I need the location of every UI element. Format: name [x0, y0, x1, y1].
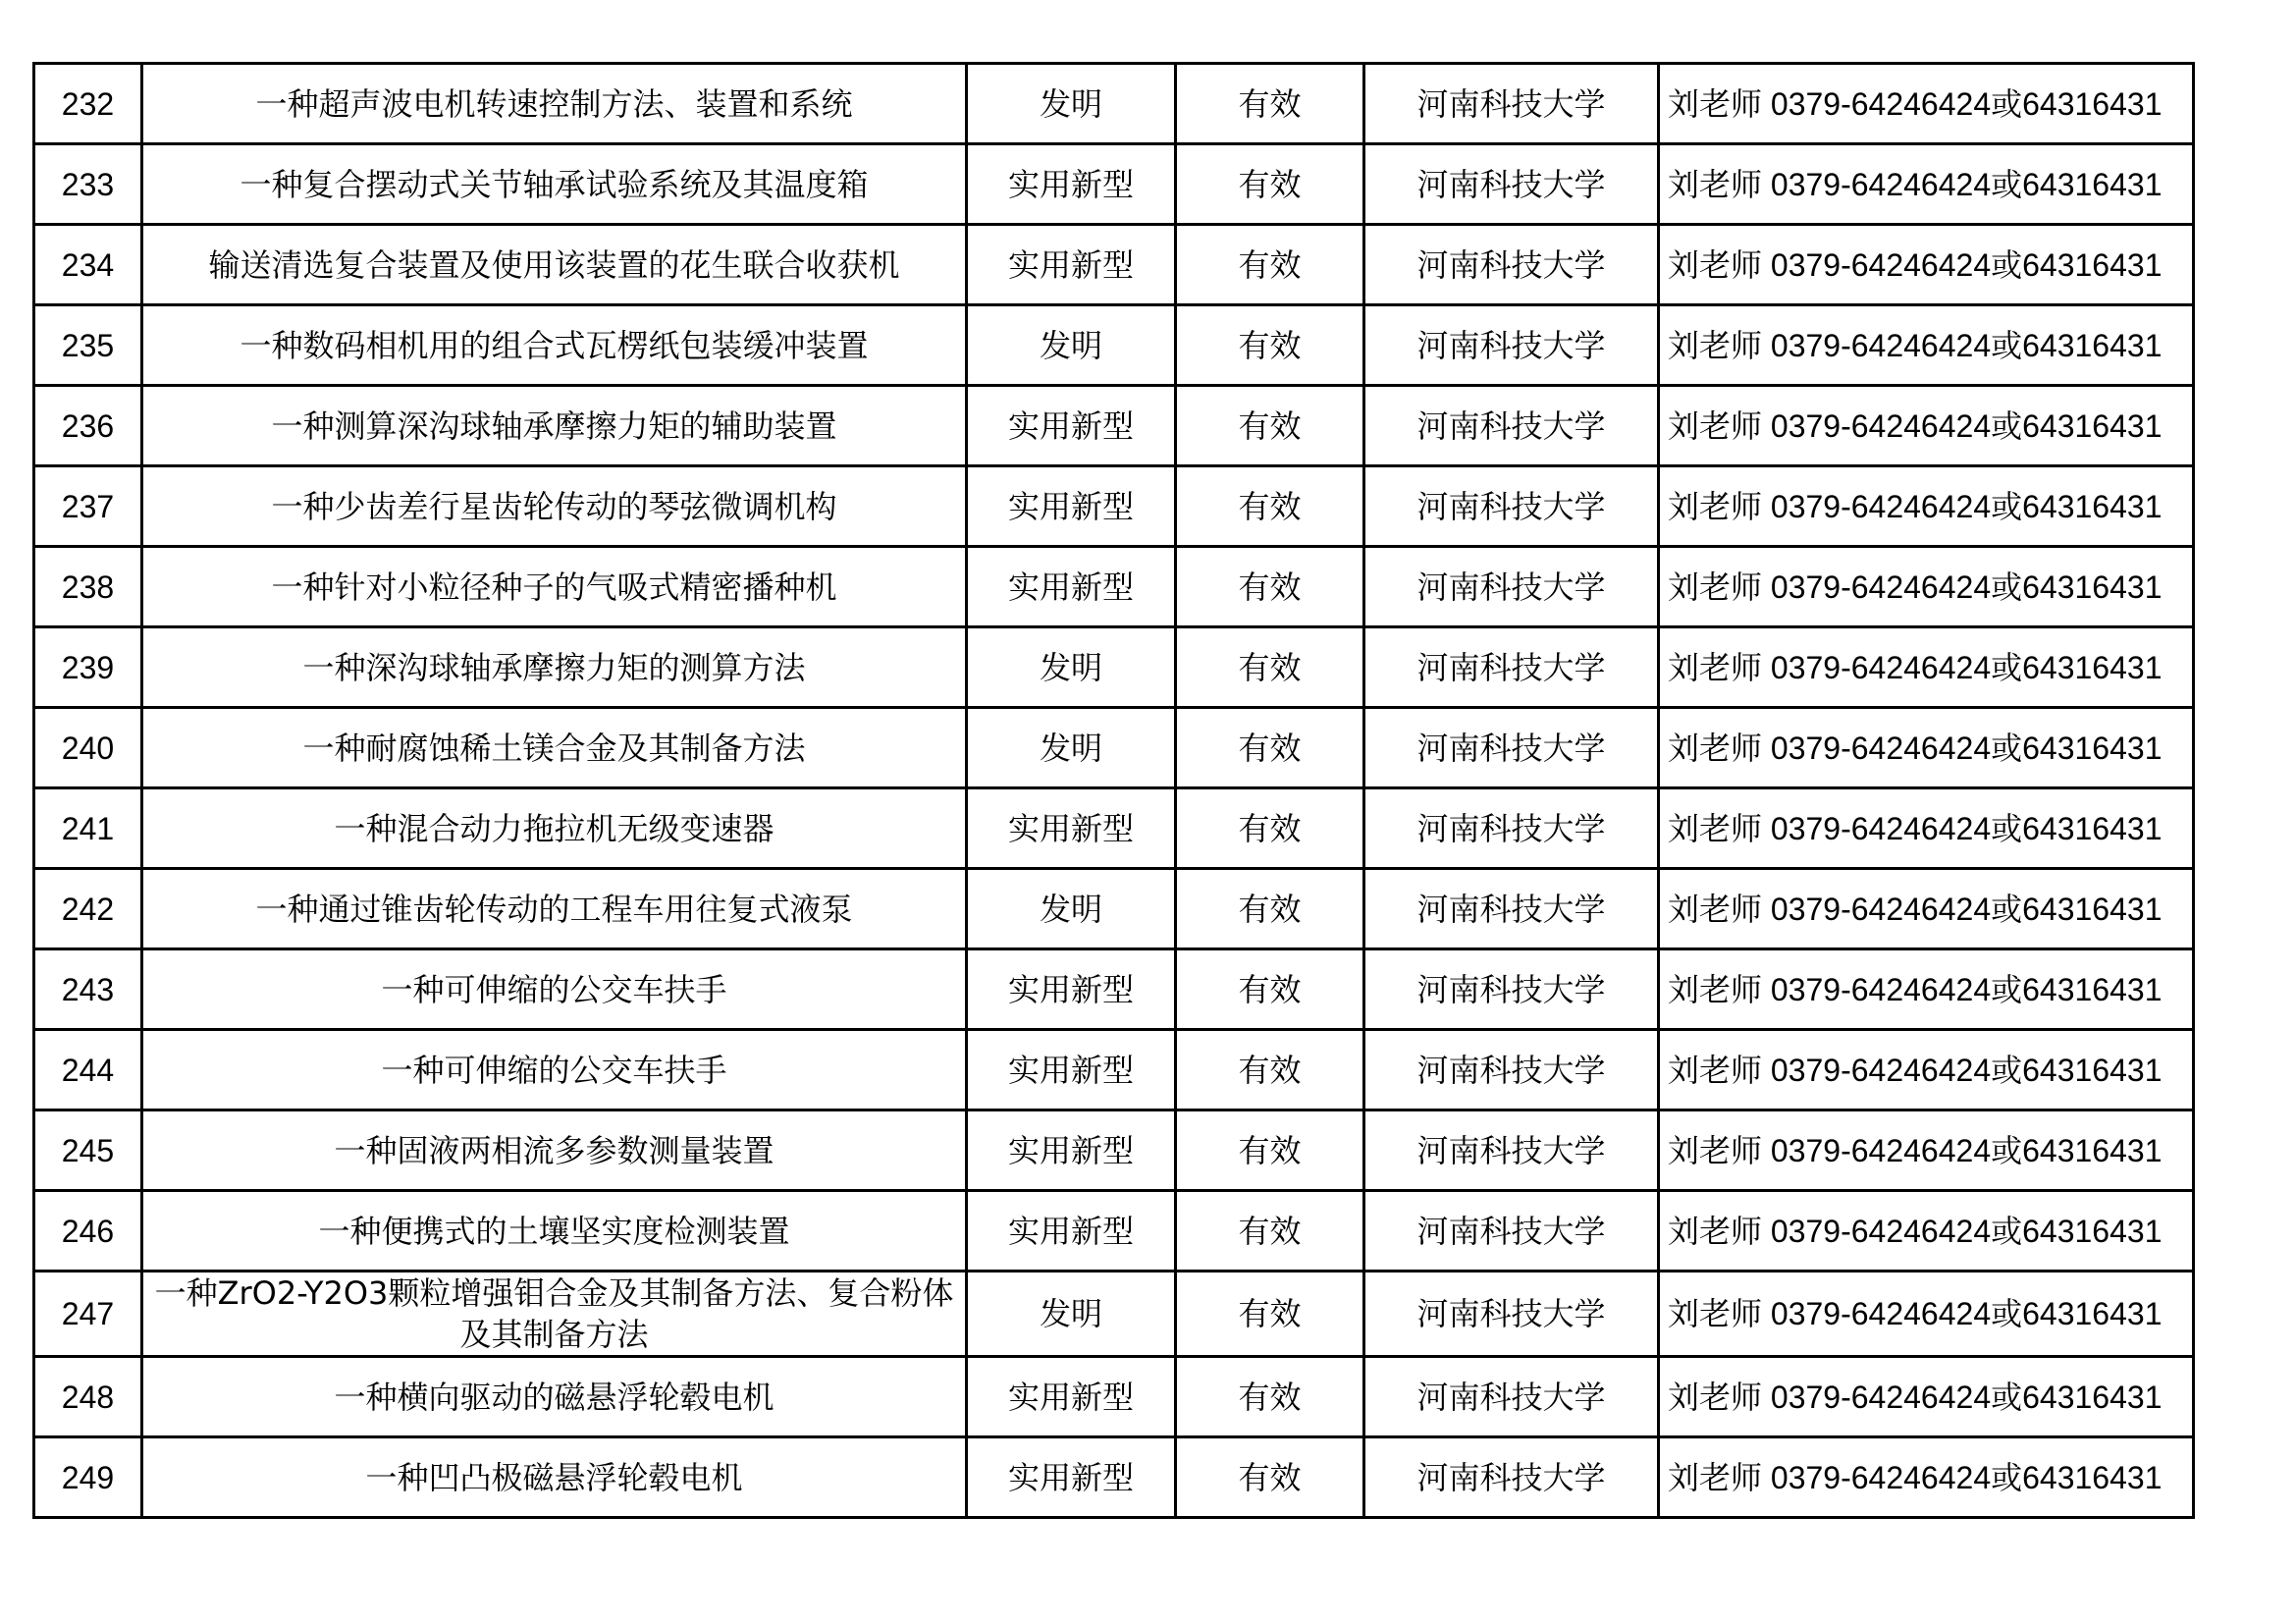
- patent-type-cell: 实用新型: [967, 547, 1176, 627]
- patent-number-cell: 237: [34, 466, 142, 547]
- contact-cell: 刘老师 0379-64246424或64316431: [1659, 1110, 2194, 1191]
- contact-cell: 刘老师 0379-64246424或64316431: [1659, 547, 2194, 627]
- contact-cell: 刘老师 0379-64246424或64316431: [1659, 466, 2194, 547]
- patent-type-cell: 实用新型: [967, 949, 1176, 1030]
- contact-cell: 刘老师 0379-64246424或64316431: [1659, 1357, 2194, 1437]
- table-row: [34, 305, 2194, 386]
- patent-name-cell: 一种混合动力拖拉机无级变速器: [142, 788, 967, 869]
- patent-status-cell: 有效: [1176, 144, 1364, 225]
- patent-status-cell: 有效: [1176, 1191, 1364, 1272]
- patent-status-cell: 有效: [1176, 466, 1364, 547]
- patent-type-cell: 实用新型: [967, 1437, 1176, 1518]
- patent-status-cell: 有效: [1176, 788, 1364, 869]
- contact-cell: 刘老师 0379-64246424或64316431: [1659, 305, 2194, 386]
- patent-status-cell: 有效: [1176, 1030, 1364, 1110]
- contact-cell: 刘老师 0379-64246424或64316431: [1659, 144, 2194, 225]
- patent-owner-cell: 河南科技大学: [1364, 1272, 1659, 1357]
- patent-owner-cell: 河南科技大学: [1364, 949, 1659, 1030]
- patent-status-cell: 有效: [1176, 547, 1364, 627]
- contact-cell: 刘老师 0379-64246424或64316431: [1659, 1437, 2194, 1518]
- patent-number-cell: 247: [34, 1272, 142, 1357]
- patent-status-cell: 有效: [1176, 949, 1364, 1030]
- patent-type-cell: 实用新型: [967, 144, 1176, 225]
- patent-type-cell: 发明: [967, 64, 1176, 144]
- patent-table: [32, 62, 2195, 1519]
- patent-status-cell: 有效: [1176, 1272, 1364, 1357]
- patent-status-cell: 有效: [1176, 1437, 1364, 1518]
- patent-number-cell: 235: [34, 305, 142, 386]
- table-row: [34, 225, 2194, 305]
- patent-owner-cell: 河南科技大学: [1364, 1191, 1659, 1272]
- patent-type-cell: 实用新型: [967, 1191, 1176, 1272]
- contact-cell: 刘老师 0379-64246424或64316431: [1659, 1030, 2194, 1110]
- table-row: [34, 1191, 2194, 1272]
- patent-owner-cell: 河南科技大学: [1364, 627, 1659, 708]
- patent-type-cell: 实用新型: [967, 466, 1176, 547]
- patent-number-cell: 249: [34, 1437, 142, 1518]
- patent-owner-cell: 河南科技大学: [1364, 869, 1659, 949]
- patent-name-cell: 一种凹凸极磁悬浮轮毂电机: [142, 1437, 967, 1518]
- patent-name-cell: 一种可伸缩的公交车扶手: [142, 949, 967, 1030]
- table-row: [34, 547, 2194, 627]
- patent-name-cell: 一种针对小粒径种子的气吸式精密播种机: [142, 547, 967, 627]
- patent-status-cell: 有效: [1176, 1357, 1364, 1437]
- table-row: [34, 1357, 2194, 1437]
- patent-number-cell: 245: [34, 1110, 142, 1191]
- patent-number-cell: 242: [34, 869, 142, 949]
- patent-status-cell: 有效: [1176, 386, 1364, 466]
- patent-owner-cell: 河南科技大学: [1364, 305, 1659, 386]
- patent-status-cell: 有效: [1176, 627, 1364, 708]
- patent-name-cell: 一种测算深沟球轴承摩擦力矩的辅助装置: [142, 386, 967, 466]
- table-row: [34, 386, 2194, 466]
- patent-owner-cell: 河南科技大学: [1364, 64, 1659, 144]
- patent-type-cell: 发明: [967, 627, 1176, 708]
- patent-type-cell: 实用新型: [967, 1030, 1176, 1110]
- patent-status-cell: 有效: [1176, 225, 1364, 305]
- patent-status-cell: 有效: [1176, 708, 1364, 788]
- patent-number-cell: 243: [34, 949, 142, 1030]
- patent-name-cell: 一种ZrO2-Y2O3颗粒增强钼合金及其制备方法、复合粉体及其制备方法: [142, 1272, 967, 1357]
- patent-type-cell: 发明: [967, 708, 1176, 788]
- patent-type-cell: 实用新型: [967, 1357, 1176, 1437]
- patent-owner-cell: 河南科技大学: [1364, 708, 1659, 788]
- patent-number-cell: 244: [34, 1030, 142, 1110]
- patent-number-cell: 241: [34, 788, 142, 869]
- patent-type-cell: 发明: [967, 1272, 1176, 1357]
- patent-status-cell: 有效: [1176, 1110, 1364, 1191]
- contact-cell: 刘老师 0379-64246424或64316431: [1659, 869, 2194, 949]
- patent-number-cell: 246: [34, 1191, 142, 1272]
- patent-type-cell: 实用新型: [967, 386, 1176, 466]
- patent-number-cell: 234: [34, 225, 142, 305]
- table-row: [34, 869, 2194, 949]
- patent-name-cell: 一种少齿差行星齿轮传动的琴弦微调机构: [142, 466, 967, 547]
- patent-status-cell: 有效: [1176, 305, 1364, 386]
- patent-owner-cell: 河南科技大学: [1364, 225, 1659, 305]
- patent-owner-cell: 河南科技大学: [1364, 1357, 1659, 1437]
- contact-cell: 刘老师 0379-64246424或64316431: [1659, 1191, 2194, 1272]
- table-row: [34, 1110, 2194, 1191]
- patent-name-cell: 输送清选复合装置及使用该装置的花生联合收获机: [142, 225, 967, 305]
- patent-owner-cell: 河南科技大学: [1364, 1110, 1659, 1191]
- table-row: [34, 64, 2194, 144]
- patent-name-cell: 一种横向驱动的磁悬浮轮毂电机: [142, 1357, 967, 1437]
- table-row: [34, 1437, 2194, 1518]
- patent-number-cell: 248: [34, 1357, 142, 1437]
- table-row: [34, 708, 2194, 788]
- patent-number-cell: 240: [34, 708, 142, 788]
- table-row: [34, 1272, 2194, 1357]
- contact-cell: 刘老师 0379-64246424或64316431: [1659, 225, 2194, 305]
- table-row: [34, 1030, 2194, 1110]
- patent-name-cell: 一种超声波电机转速控制方法、装置和系统: [142, 64, 967, 144]
- contact-cell: 刘老师 0379-64246424或64316431: [1659, 386, 2194, 466]
- patent-status-cell: 有效: [1176, 64, 1364, 144]
- patent-owner-cell: 河南科技大学: [1364, 144, 1659, 225]
- contact-cell: 刘老师 0379-64246424或64316431: [1659, 788, 2194, 869]
- patent-type-cell: 实用新型: [967, 788, 1176, 869]
- patent-owner-cell: 河南科技大学: [1364, 386, 1659, 466]
- patent-status-cell: 有效: [1176, 869, 1364, 949]
- table-row: [34, 466, 2194, 547]
- table-row: [34, 788, 2194, 869]
- patent-number-cell: 238: [34, 547, 142, 627]
- table-row: [34, 949, 2194, 1030]
- patent-number-cell: 239: [34, 627, 142, 708]
- patent-number-cell: 236: [34, 386, 142, 466]
- patent-owner-cell: 河南科技大学: [1364, 547, 1659, 627]
- table-row: [34, 144, 2194, 225]
- patent-name-cell: 一种深沟球轴承摩擦力矩的测算方法: [142, 627, 967, 708]
- contact-cell: 刘老师 0379-64246424或64316431: [1659, 949, 2194, 1030]
- patent-owner-cell: 河南科技大学: [1364, 1030, 1659, 1110]
- contact-cell: 刘老师 0379-64246424或64316431: [1659, 708, 2194, 788]
- patent-table-body: [34, 64, 2194, 1518]
- patent-number-cell: 233: [34, 144, 142, 225]
- patent-name-cell: 一种固液两相流多参数测量装置: [142, 1110, 967, 1191]
- patent-type-cell: 实用新型: [967, 1110, 1176, 1191]
- patent-name-cell: 一种复合摆动式关节轴承试验系统及其温度箱: [142, 144, 967, 225]
- patent-owner-cell: 河南科技大学: [1364, 788, 1659, 869]
- patent-name-cell: 一种数码相机用的组合式瓦楞纸包装缓冲装置: [142, 305, 967, 386]
- contact-cell: 刘老师 0379-64246424或64316431: [1659, 1272, 2194, 1357]
- patent-name-cell: 一种耐腐蚀稀土镁合金及其制备方法: [142, 708, 967, 788]
- patent-name-cell: 一种便携式的土壤坚实度检测装置: [142, 1191, 967, 1272]
- patent-name-cell: 一种通过锥齿轮传动的工程车用往复式液泵: [142, 869, 967, 949]
- patent-owner-cell: 河南科技大学: [1364, 1437, 1659, 1518]
- patent-name-cell: 一种可伸缩的公交车扶手: [142, 1030, 967, 1110]
- patent-number-cell: 232: [34, 64, 142, 144]
- table-row: [34, 627, 2194, 708]
- contact-cell: 刘老师 0379-64246424或64316431: [1659, 64, 2194, 144]
- patent-type-cell: 发明: [967, 869, 1176, 949]
- patent-type-cell: 实用新型: [967, 225, 1176, 305]
- contact-cell: 刘老师 0379-64246424或64316431: [1659, 627, 2194, 708]
- patent-owner-cell: 河南科技大学: [1364, 466, 1659, 547]
- patent-type-cell: 发明: [967, 305, 1176, 386]
